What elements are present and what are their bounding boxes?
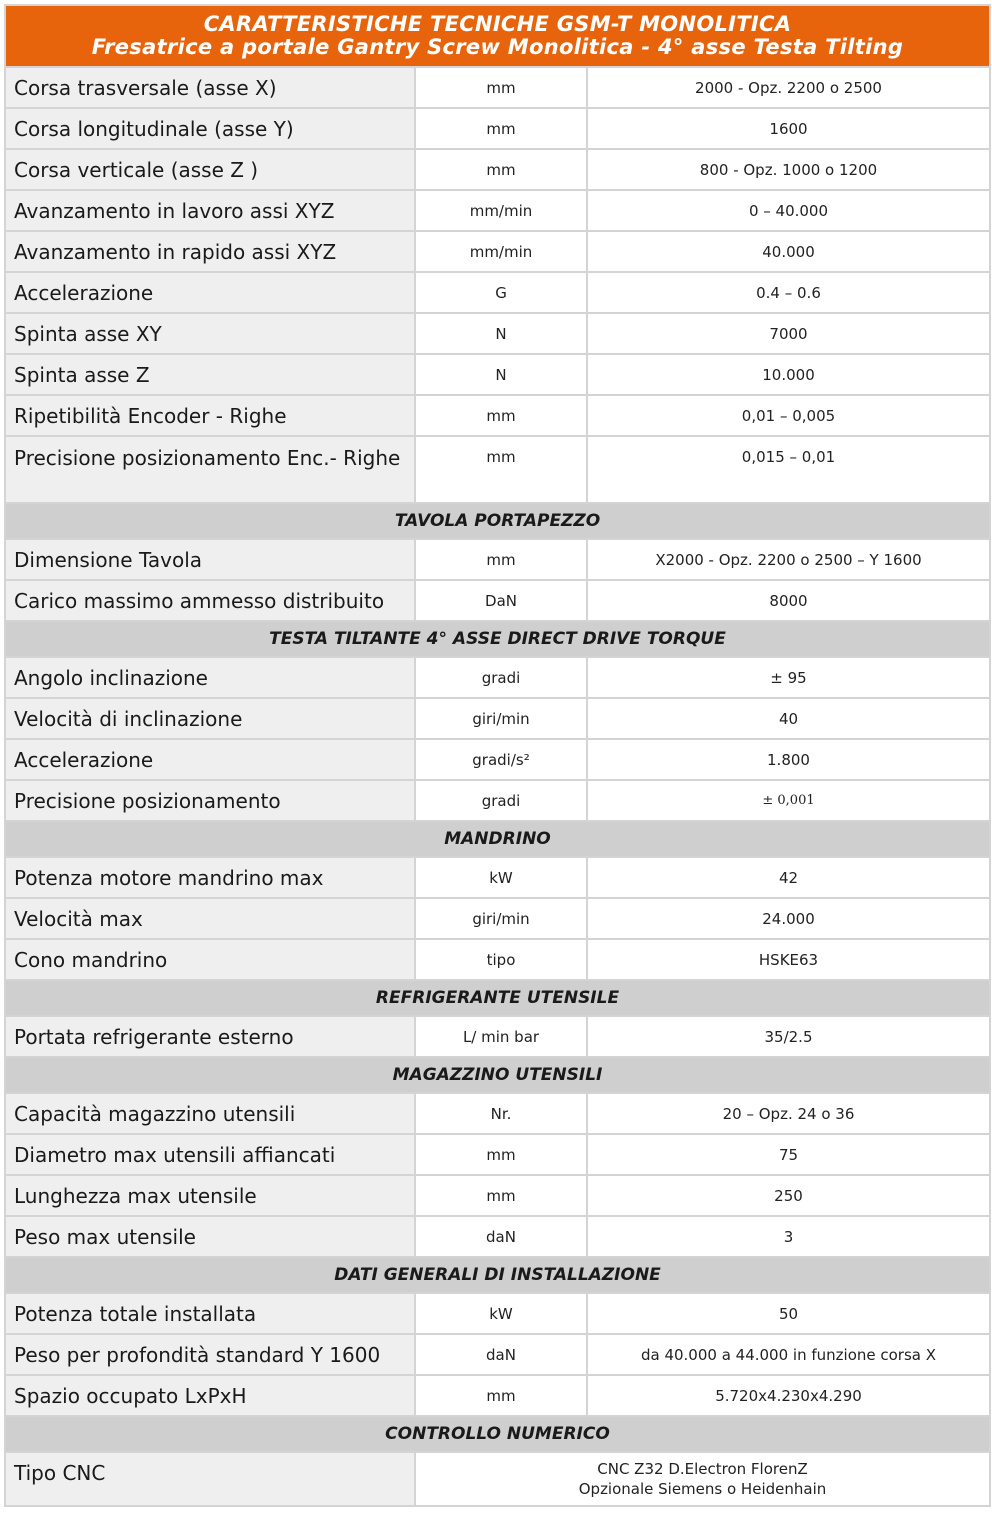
table-row [5,539,990,580]
spec-label: Precisione posizionamento Enc.- Righe [5,436,415,503]
spec-value: 75 [587,1134,990,1175]
table-row [5,739,990,780]
spec-label: Portata refrigerante esterno [5,1016,415,1057]
table-row [5,231,990,272]
spec-unit: daN [415,1334,587,1375]
spec-value: 0 – 40.000 [587,190,990,231]
table-row [5,1375,990,1416]
section-title-mandrino: MANDRINO [5,821,990,857]
table-row [5,580,990,621]
cnc-line-1: CNC Z32 D.Electron FlorenZ [597,1460,808,1478]
title-line-2: Fresatrice a portale Gantry Screw Monolitica - 4° asse Testa Tilting [91,35,904,59]
table-row [5,698,990,739]
table-row [5,1093,990,1134]
spec-label: Spinta asse XY [5,313,415,354]
table-row [5,1216,990,1257]
spec-label: Peso max utensile [5,1216,415,1257]
spec-unit: mm [415,539,587,580]
cnc-line-2: Opzionale Siemens o Heidenhain [578,1480,827,1498]
spec-value: 800 - Opz. 1000 o 1200 [587,149,990,190]
table-row [5,354,990,395]
spec-value: 0,01 – 0,005 [587,395,990,436]
spec-value: ± 95 [587,657,990,698]
spec-unit: mm [415,1175,587,1216]
section-header-row [5,821,990,857]
spec-value: X2000 - Opz. 2200 o 2500 – Y 1600 [587,539,990,580]
section-header-row [5,621,990,657]
spec-value: 1.800 [587,739,990,780]
spec-value: 250 [587,1175,990,1216]
spec-label: Avanzamento in lavoro assi XYZ [5,190,415,231]
spec-value: 40 [587,698,990,739]
table-title [5,5,990,67]
spec-label: Avanzamento in rapido assi XYZ [5,231,415,272]
section-header-row [5,503,990,539]
spec-label: Carico massimo ammesso distribuito [5,580,415,621]
spec-value: 24.000 [587,898,990,939]
spec-value: 5.720x4.230x4.290 [587,1375,990,1416]
table-row [5,272,990,313]
spec-unit: kW [415,1293,587,1334]
spec-value: 0,015 – 0,01 [587,436,990,503]
table-row [5,67,990,108]
spec-label: Velocità max [5,898,415,939]
spec-label: Corsa trasversale (asse X) [5,67,415,108]
table-row [5,939,990,980]
spec-unit: mm/min [415,190,587,231]
table-row [5,1334,990,1375]
spec-unit: mm [415,149,587,190]
spec-unit: mm [415,436,587,503]
spec-unit: Nr. [415,1093,587,1134]
spec-value: 7000 [587,313,990,354]
spec-unit: gradi/s² [415,739,587,780]
section-header-row [5,1416,990,1452]
spec-value: ± 0,001 [587,780,990,821]
section-header-row [5,1257,990,1293]
spec-label: Angolo inclinazione [5,657,415,698]
table-row [5,1175,990,1216]
spec-label: Dimensione Tavola [5,539,415,580]
spec-label: Ripetibilità Encoder - Righe [5,395,415,436]
spec-unit: L/ min bar [415,1016,587,1057]
spec-unit: mm [415,67,587,108]
spec-unit: mm/min [415,231,587,272]
spec-unit: daN [415,1216,587,1257]
spec-value: 1600 [587,108,990,149]
spec-label: Corsa longitudinale (asse Y) [5,108,415,149]
table-row [5,1016,990,1057]
spec-unit: gradi [415,657,587,698]
section-title-tavola: TAVOLA PORTAPEZZO [5,503,990,539]
spec-label: Potenza totale installata [5,1293,415,1334]
section-title-refrigerante: REFRIGERANTE UTENSILE [5,980,990,1016]
section-header-row [5,1057,990,1093]
spec-unit: N [415,313,587,354]
spec-label: Potenza motore mandrino max [5,857,415,898]
table-row [5,657,990,698]
spec-value [415,1452,990,1506]
spec-value: 8000 [587,580,990,621]
spec-value: 50 [587,1293,990,1334]
spec-value: 3 [587,1216,990,1257]
spec-label: Corsa verticale (asse Z ) [5,149,415,190]
spec-unit: N [415,354,587,395]
section-title-magazzino: MAGAZZINO UTENSILI [5,1057,990,1093]
spec-label: Diametro max utensili affiancati [5,1134,415,1175]
spec-unit: mm [415,1134,587,1175]
section-title-testa: TESTA TILTANTE 4° ASSE DIRECT DRIVE TORQUE [5,621,990,657]
spec-unit: mm [415,395,587,436]
spec-value: 2000 - Opz. 2200 o 2500 [587,67,990,108]
spec-label: Precisione posizionamento [5,780,415,821]
section-title-controllo: CONTROLLO NUMERICO [5,1416,990,1452]
table-row [5,898,990,939]
spec-label: Lunghezza max utensile [5,1175,415,1216]
spec-value: 10.000 [587,354,990,395]
spec-unit: giri/min [415,698,587,739]
spec-label: Peso per profondità standard Y 1600 [5,1334,415,1375]
spec-unit: mm [415,1375,587,1416]
table-row [5,190,990,231]
spec-unit: kW [415,857,587,898]
spec-label: Capacità magazzino utensili [5,1093,415,1134]
table-row [5,108,990,149]
spec-unit: mm [415,108,587,149]
spec-value: 40.000 [587,231,990,272]
table-row [5,1134,990,1175]
spec-unit: giri/min [415,898,587,939]
spec-unit: tipo [415,939,587,980]
spec-label: Spinta asse Z [5,354,415,395]
spec-label: Spazio occupato LxPxH [5,1375,415,1416]
spec-unit: gradi [415,780,587,821]
table-row [5,149,990,190]
table-row [5,857,990,898]
spec-label: Tipo CNC [5,1452,415,1506]
spec-value: 42 [587,857,990,898]
spec-value: 0.4 – 0.6 [587,272,990,313]
spec-unit: G [415,272,587,313]
spec-label: Velocità di inclinazione [5,698,415,739]
table-row [5,395,990,436]
spec-value: 35/2.5 [587,1016,990,1057]
spec-table [4,4,991,1507]
table-row [5,1293,990,1334]
spec-value: 20 – Opz. 24 o 36 [587,1093,990,1134]
spec-label: Accelerazione [5,739,415,780]
title-row [5,5,990,67]
spec-label: Cono mandrino [5,939,415,980]
spec-value: da 40.000 a 44.000 in funzione corsa X [587,1334,990,1375]
spec-label: Accelerazione [5,272,415,313]
table-row [5,1452,990,1506]
spec-unit: DaN [415,580,587,621]
title-line-1: CARATTERISTICHE TECNICHE GSM-T MONOLITICA [203,12,792,36]
section-title-installazione: DATI GENERALI DI INSTALLAZIONE [5,1257,990,1293]
spec-value: HSKE63 [587,939,990,980]
table-row [5,313,990,354]
table-row [5,436,990,503]
table-row [5,780,990,821]
section-header-row [5,980,990,1016]
